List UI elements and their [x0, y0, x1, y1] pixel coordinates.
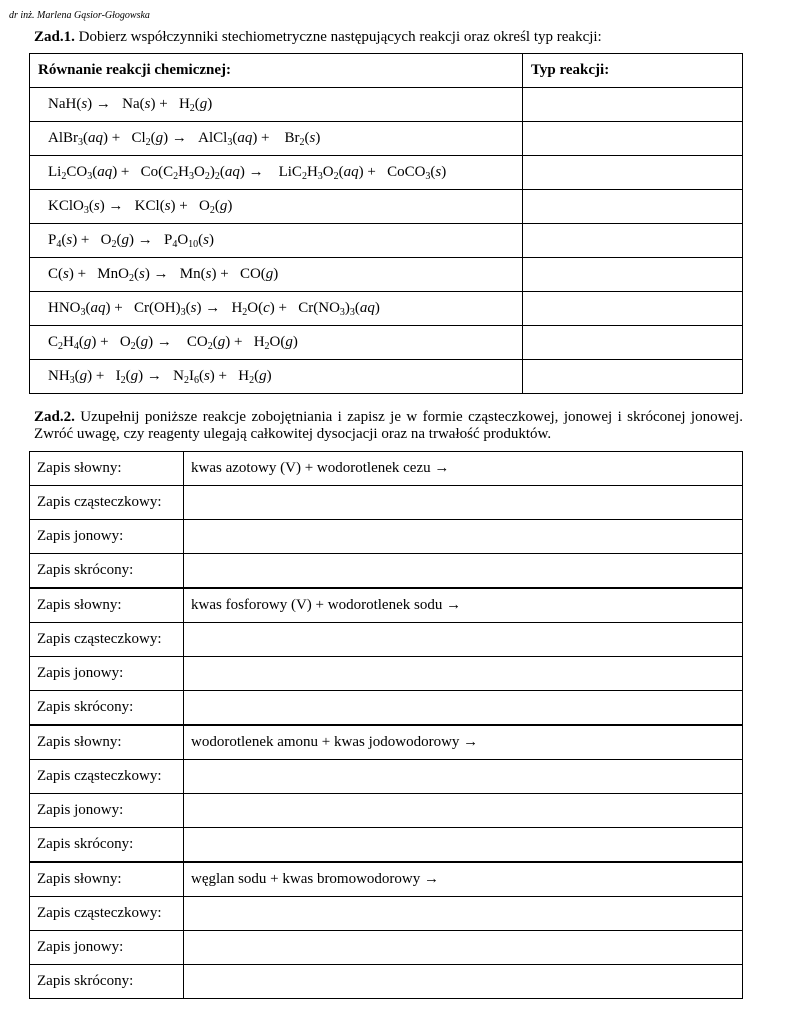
row-label: Zapis słowny:	[30, 725, 184, 760]
equation-row	[30, 122, 743, 156]
verbal-reaction-cell: wodorotlenek amonu + kwas jodowodorowy →	[184, 725, 743, 760]
task2-table	[29, 451, 743, 999]
row-label: Zapis skrócony:	[30, 554, 184, 589]
reaction-type-answer-cell[interactable]	[523, 190, 743, 224]
answer-row	[30, 623, 743, 657]
answer-cell[interactable]	[184, 486, 743, 520]
equation-cell: $Li_2CO_3(aq) + Co(C_2H_3O_2)_2(aq)$ → $LiC_2H_3O_2(aq)$ + CoCO$_3$(s)	[30, 156, 523, 190]
answer-cell[interactable]	[184, 794, 743, 828]
reaction-type-answer-cell[interactable]	[523, 258, 743, 292]
row-label: Zapis cząsteczkowy:	[30, 486, 184, 520]
author-name: dr inż. Marlena Gąsior-Głogowska	[9, 10, 150, 21]
row-label: Zapis jonowy:	[30, 657, 184, 691]
row-label: Zapis cząsteczkowy:	[30, 623, 184, 657]
equation-row	[30, 258, 743, 292]
equation-row	[30, 360, 743, 394]
answer-row	[30, 794, 743, 828]
equation-cell: C(s) + MnO$_2$(s) → Mn(s) + CO(g)	[30, 258, 523, 292]
reaction-group-row	[30, 862, 743, 897]
equation-cell: $NaH(s) \to Na(s) + H_2(g)$	[30, 88, 523, 122]
row-label: Zapis jonowy:	[30, 794, 184, 828]
answer-cell[interactable]	[184, 657, 743, 691]
task1-table	[29, 53, 743, 394]
row-label: Zapis słowny:	[30, 588, 184, 623]
answer-cell[interactable]	[184, 760, 743, 794]
reaction-type-answer-cell[interactable]	[523, 292, 743, 326]
row-label: Zapis słowny:	[30, 862, 184, 897]
answer-row	[30, 657, 743, 691]
reaction-type-answer-cell[interactable]	[523, 156, 743, 190]
task2-number: Zad.2.	[34, 409, 75, 425]
row-label: Zapis skrócony:	[30, 691, 184, 726]
row-label: Zapis skrócony:	[30, 965, 184, 999]
equation-row	[30, 190, 743, 224]
row-label: Zapis cząsteczkowy:	[30, 897, 184, 931]
reaction-group-row	[30, 725, 743, 760]
answer-row	[30, 554, 743, 589]
type-column-header: Typ reakcji:	[523, 54, 743, 88]
verbal-reaction-cell: kwas azotowy (V) + wodorotlenek cezu →	[184, 452, 743, 486]
answer-row	[30, 931, 743, 965]
answer-cell[interactable]	[184, 623, 743, 657]
reaction-type-answer-cell[interactable]	[523, 360, 743, 394]
equation-row	[30, 156, 743, 190]
task1-number: Zad.1.	[34, 29, 75, 45]
reaction-group-row	[30, 588, 743, 623]
equation-row	[30, 88, 743, 122]
answer-row	[30, 691, 743, 726]
answer-row	[30, 897, 743, 931]
answer-row	[30, 828, 743, 863]
equation-cell: $P_4(s) + O_2(g) \to P_4O_{10}(s)$	[30, 224, 523, 258]
verbal-reaction-cell: węglan sodu + kwas bromowodorowy →	[184, 862, 743, 897]
equation-cell: $C_2H_4(g) + O_2(g)$ → $CO_2(g) + H_2O(g)$	[30, 326, 523, 360]
row-label: Zapis skrócony:	[30, 828, 184, 863]
answer-row	[30, 486, 743, 520]
equation-cell: KClO$_3$(s) → $KCl(s) + O_2(g)$	[30, 190, 523, 224]
equation-cell: $HNO_3(aq) + Cr(OH)_3(s) \to H_2O(c) + Cr(NO_3)_3(aq)$	[30, 292, 523, 326]
reaction-type-answer-cell[interactable]	[523, 326, 743, 360]
equation-column-header: Równanie reakcji chemicznej:	[30, 54, 523, 88]
row-label: Zapis jonowy:	[30, 520, 184, 554]
answer-cell[interactable]	[184, 554, 743, 589]
verbal-reaction-cell: kwas fosforowy (V) + wodorotlenek sodu →	[184, 588, 743, 623]
reaction-group-row	[30, 452, 743, 486]
task1-heading	[34, 29, 602, 46]
answer-row	[30, 520, 743, 554]
answer-cell[interactable]	[184, 691, 743, 726]
task2-instruction: Uzupełnij poniższe reakcje zobojętniania i zapisz je w formie cząsteczkowej, jonowej i skróconej jonowej. Zwróć uwagę, czy reagenty ulegają całkowitej dysocjacji oraz na trwałość produktów.	[34, 409, 743, 442]
reaction-type-answer-cell[interactable]	[523, 224, 743, 258]
task1-header-row	[30, 54, 743, 88]
answer-cell[interactable]	[184, 828, 743, 863]
equation-cell: AlBr$_3$(aq) + $Cl_2(g)$ → AlCl$_3$(aq) + $Br_2(s)$	[30, 122, 523, 156]
answer-cell[interactable]	[184, 897, 743, 931]
equation-row	[30, 292, 743, 326]
answer-row	[30, 760, 743, 794]
task2-heading	[34, 409, 743, 443]
answer-row	[30, 965, 743, 999]
equation-row	[30, 326, 743, 360]
row-label: Zapis jonowy:	[30, 931, 184, 965]
reaction-type-answer-cell[interactable]	[523, 122, 743, 156]
answer-cell[interactable]	[184, 931, 743, 965]
row-label: Zapis cząsteczkowy:	[30, 760, 184, 794]
answer-cell[interactable]	[184, 965, 743, 999]
reaction-type-answer-cell[interactable]	[523, 88, 743, 122]
equation-row	[30, 224, 743, 258]
task1-instruction: Dobierz współczynniki stechiometryczne następujących reakcji oraz określ typ reakcji:	[78, 29, 602, 45]
answer-cell[interactable]	[184, 520, 743, 554]
equation-cell: $NH_3(g) + I_2(g) \to N_2I_6(s) + H_2(g)$	[30, 360, 523, 394]
row-label: Zapis słowny:	[30, 452, 184, 486]
